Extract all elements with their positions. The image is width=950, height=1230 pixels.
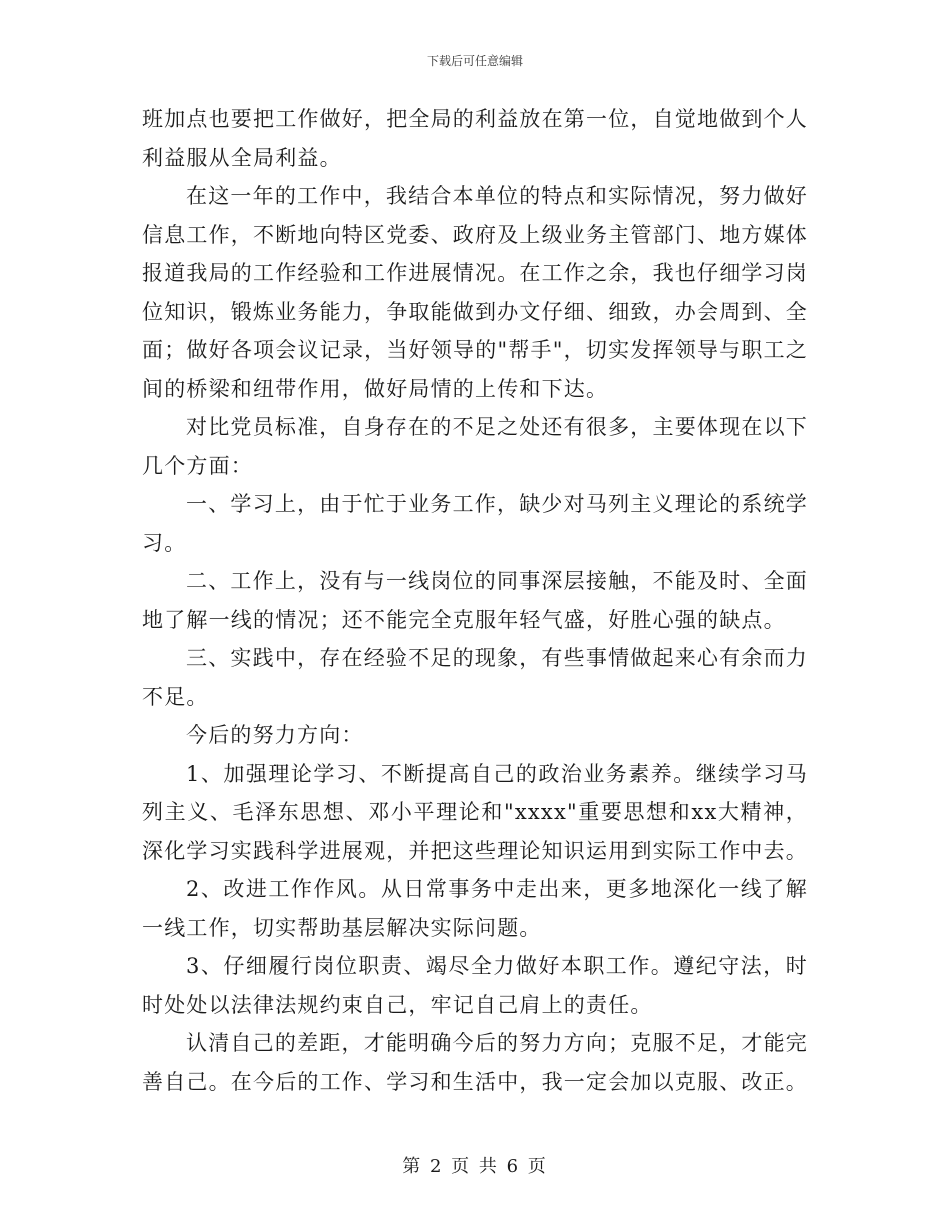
paragraph-shortcoming-study: 一、学习上，由于忙于业务工作，缺少对马列主义理论的系统学习。 [142, 492, 808, 555]
page-number: 第 2 页 共 6 页 [402, 1156, 548, 1177]
paragraph-shortcomings-intro: 对比党员标准，自身存在的不足之处还有很多，主要体现在以下几个方面： [142, 415, 808, 478]
paragraph-future-direction-heading: 今后的努力方向： [186, 723, 364, 747]
paragraph-direction-3: 3、仔细履行岗位职责、竭尽全力做好本职工作。遵纪守法，时时处处以法律法规约束自己，牢记自己肩上的责任。 [142, 954, 808, 1017]
paragraph-work-summary: 在这一年的工作中，我结合本单位的特点和实际情况，努力做好信息工作，不断地向特区党委、政府及上级业务主管部门、地方媒体报道我局的工作经验和工作进展情况。在工作之余，我也仔细学习岗位知识，锻炼业务能力，争取能做到办文仔细、细致，办会周到、全面；做好各项会议记录，当好领导的"帮手"，切实发挥领导与职工之间的桥梁和纽带作用，做好局情的上传和下达。 [142, 184, 808, 401]
paragraph-direction-2: 2、改进工作作风。从日常事务中走出来，更多地深化一线了解一线工作，切实帮助基层解决实际问题。 [142, 877, 808, 940]
paragraph-continuation: 班加点也要把工作做好，把全局的利益放在第一位，自觉地做到个人利益服从全局利益。 [142, 107, 808, 170]
document-body [142, 100, 808, 1101]
paragraph-shortcoming-practice: 三、实践中，存在经验不足的现象，有些事情做起来心有余而力不足。 [142, 646, 808, 709]
paragraph-direction-1: 1、加强理论学习、不断提高自己的政治业务素养。继续学习马列主义、毛泽东思想、邓小平理论和"xxxx"重要思想和xx大精神，深化学习实践科学进展观，并把这些理论知识运用到实际工作中去。 [142, 761, 808, 863]
paragraph-shortcoming-work: 二、工作上，没有与一线岗位的同事深层接触，不能及时、全面地了解一线的情况；还不能完全克服年轻气盛，好胜心强的缺点。 [142, 569, 808, 632]
paragraph-conclusion: 认清自己的差距，才能明确今后的努力方向；克服不足，才能完善自己。在今后的工作、学习和生活中，我一定会加以克服、改正。 [142, 1031, 808, 1094]
page-header-note: 下载后可任意编辑 [426, 54, 523, 68]
